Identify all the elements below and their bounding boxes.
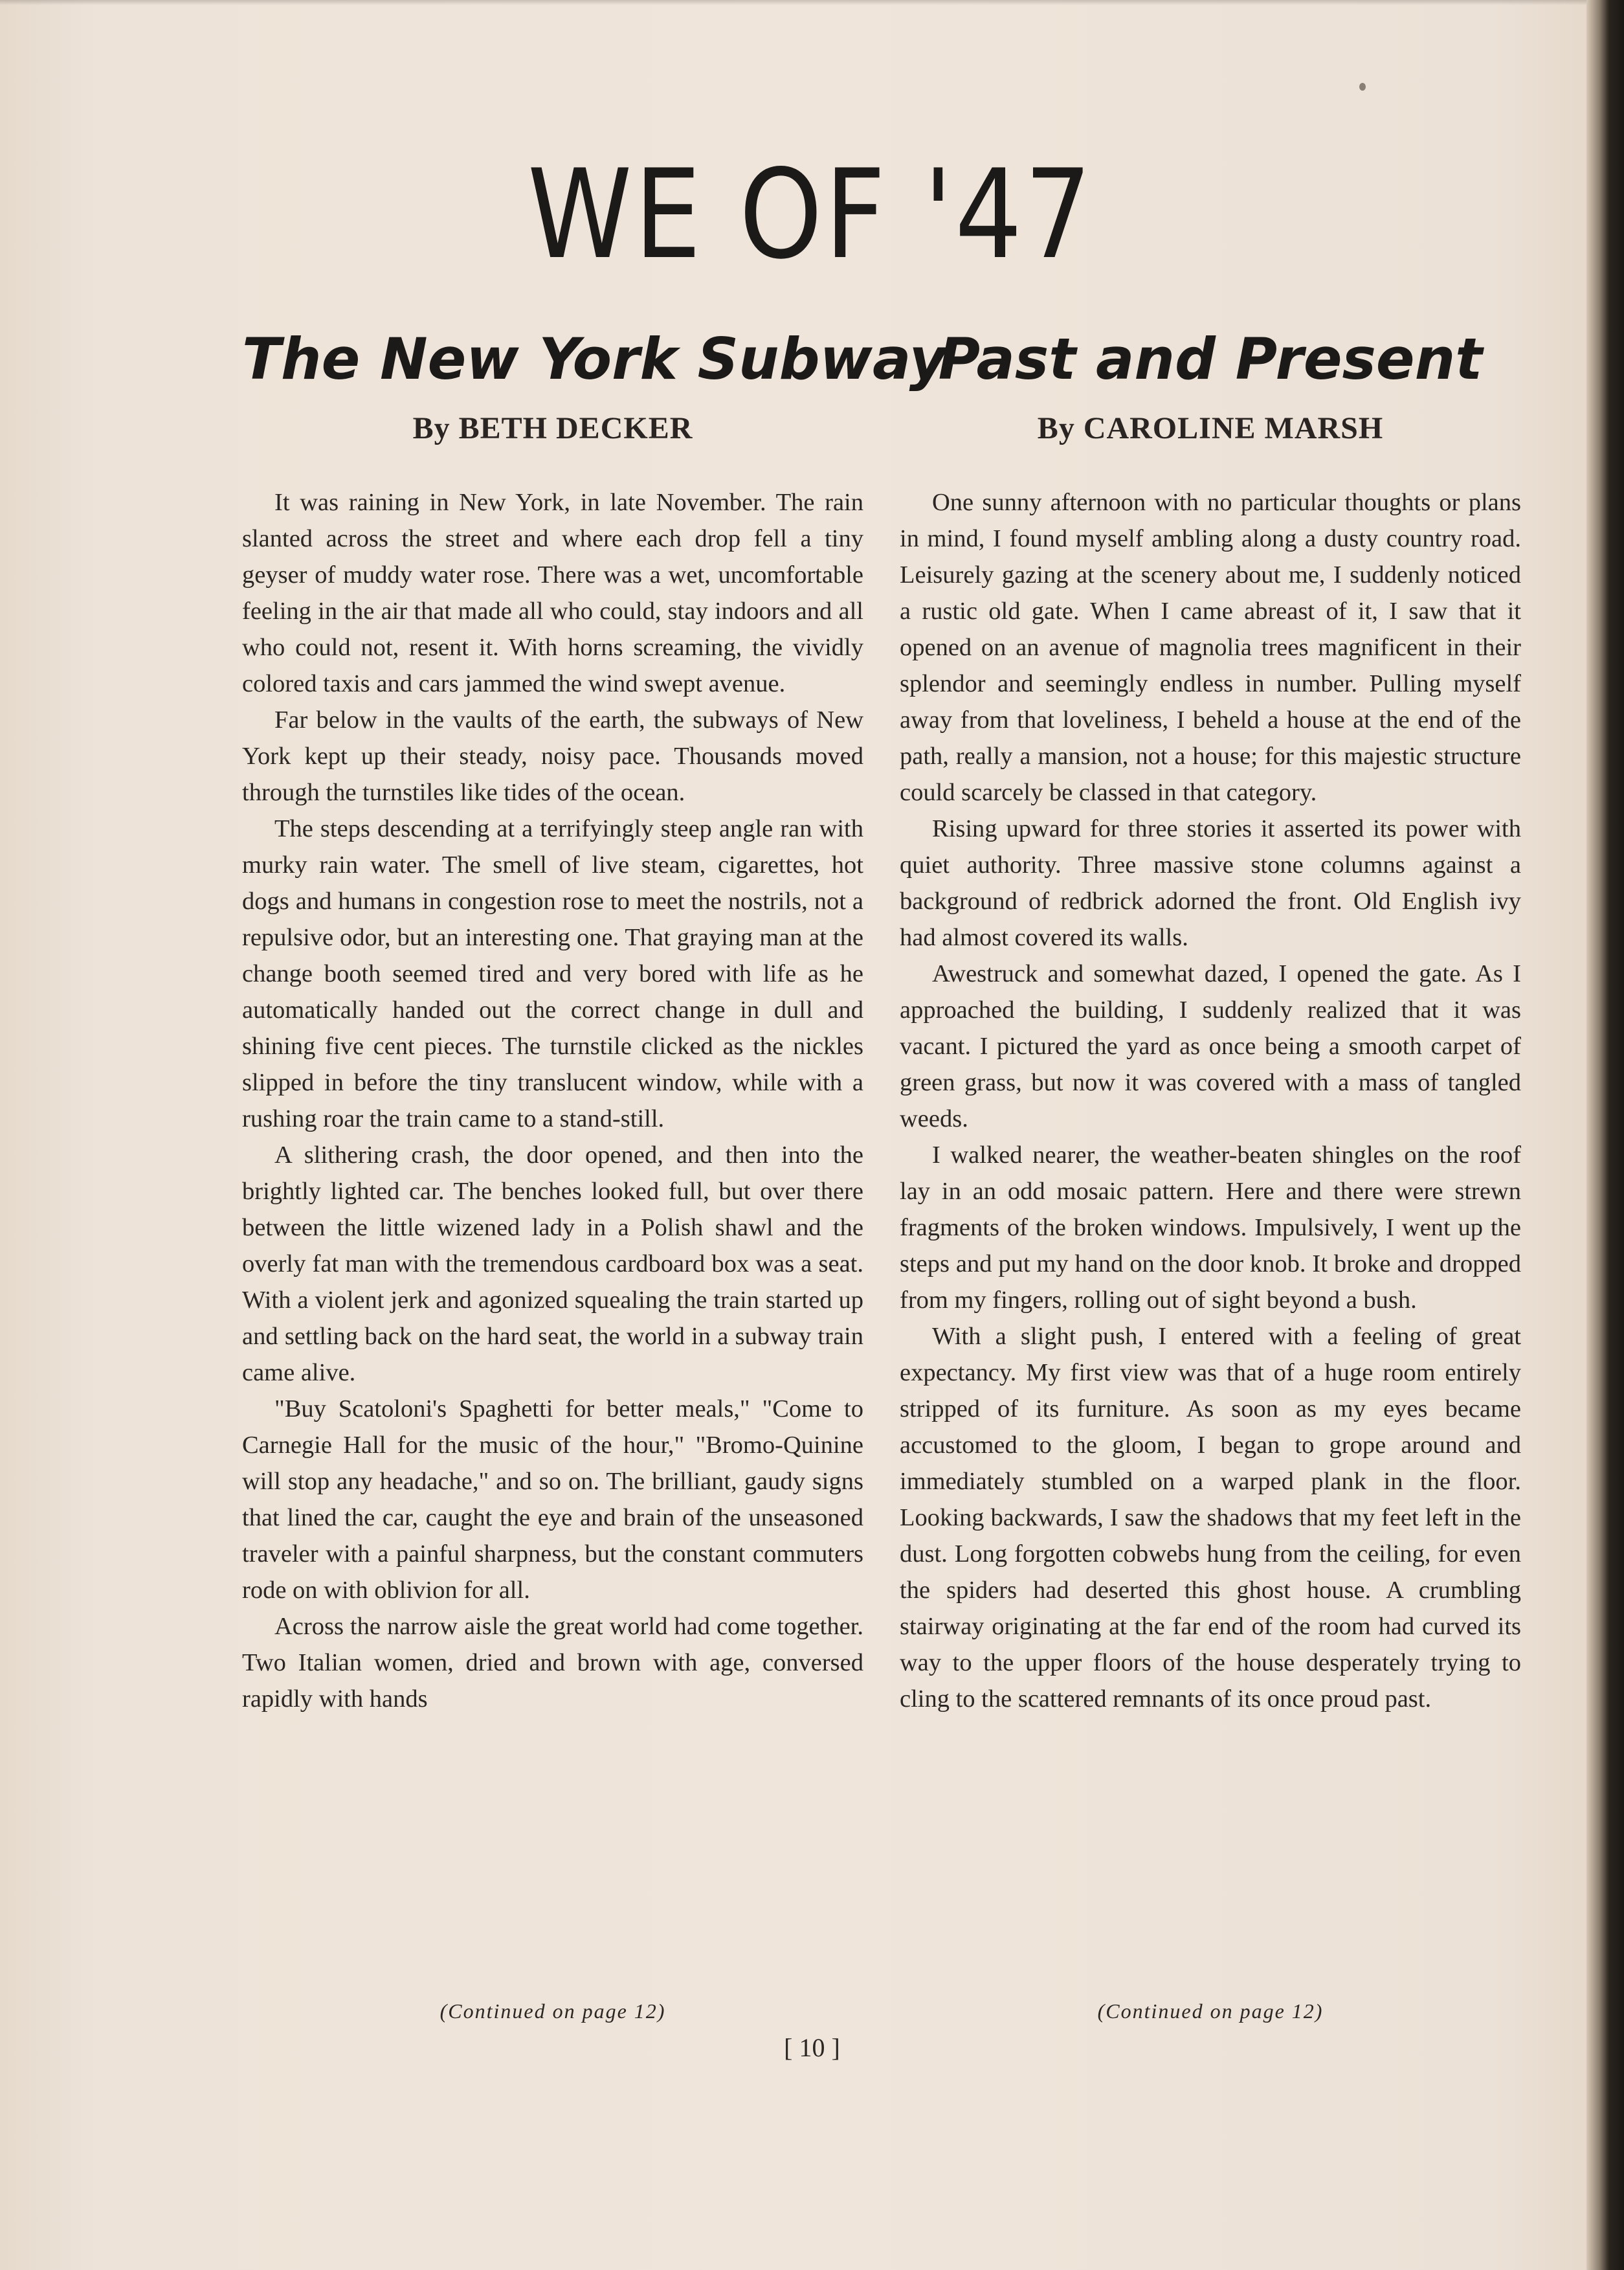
paragraph: With a slight push, I entered with a feeling of great expectancy. My first view was that of a huge room entirely stripped of its furniture. As soon as my eyes became accustomed to the gloom, I began to grope around and immediately stumbled on a warped plank in the floor. Looking backwards, I saw the shadows that my feet left in the dust. Long forgotten cobwebs hung from the ceiling, for even the spiders had deserted this ghost house. A crumbling stairway originating at the far end of the room had curved its way to the upper floors of the house desperately trying to cling to the scattered remnants of its once proud past.: [900, 1323, 1521, 1713]
paragraph: It was raining in New York, in late November. The rain slanted across the street and where each drop fell a tiny geyser of muddy water rose. There was a wet, uncomfortable feeling in the air that made all who could, stay indoors and all who could not, resent it. With horns screaming, the vividly colored taxis and cars jammed the wind swept avenue.: [242, 489, 863, 697]
paragraph: Across the narrow aisle the great world had come together. Two Italian women, dried and brown with age, conversed rapidly with hands: [242, 1613, 863, 1713]
article-title: Past and Present: [938, 326, 1483, 392]
continued-note: (Continued on page 12): [1097, 1999, 1324, 2023]
article-body: [242, 484, 863, 1717]
paragraph: Rising upward for three stories it asserted its power with quiet authority. Three massive stone columns against a background of redbrick adorned the front. Old English ivy had almost covered its walls.: [900, 815, 1521, 951]
article-body: [900, 484, 1521, 1717]
continued-note: (Continued on page 12): [439, 1999, 666, 2023]
page-title: WE OF '47: [527, 143, 1095, 286]
paragraph: A slithering crash, the door opened, and then into the brightly lighted car. The benches looked full, but over there between the little wizened lady in a Polish shawl and the overly fat man with the tremendous cardboard box was a seat. With a violent jerk and agonized squealing the train started up and settling back on the hard seat, the world in a subway train came alive.: [242, 1141, 863, 1386]
paragraph: "Buy Scatoloni's Spaghetti for better meals," "Come to Carnegie Hall for the music of the hour," "Bromo-Quinine will stop any headache," and so on. The brilliant, gaudy signs that lined the car, caught the eye and brain of the unseasoned traveler with a painful sharpness, but the constant commuters rode on with oblivion for all.: [242, 1395, 863, 1604]
article-byline: By BETH DECKER: [412, 411, 693, 445]
paragraph: The steps descending at a terrifyingly steep angle ran with murky rain water. The smell of live steam, cigarettes, hot dogs and humans in congestion rose to meet the nostrils, not a repulsive odor, but an interesting one. That graying man at the change booth seemed tired and very bored with life as he automatically handed out the correct change in dull and shining five cent pieces. The turnstile clicked as the nickles slipped in before the tiny translucent window, while with a rushing roar the train came to a stand-still.: [242, 815, 863, 1132]
page-top-shadow: [0, 0, 1624, 5]
article-byline: By CAROLINE MARSH: [1037, 411, 1384, 445]
paragraph: One sunny afternoon with no particular thoughts or plans in mind, I found myself ambling along a dusty country road. Leisurely gazing at the scenery about me, I suddenly noticed a rustic old gate. When I came abreast of it, I saw that it opened on an avenue of magnolia trees magnificent in their splendor and seemingly endless in number. Pulling myself away from that loveliness, I beheld a house at the end of the path, really a mansion, not a house; for this majestic structure could scarcely be classed in that category.: [900, 489, 1521, 806]
paragraph: Awestruck and somewhat dazed, I opened the gate. As I approached the building, I suddenly realized that it was vacant. I pictured the yard as once being a smooth carpet of green grass, but now it was covered with a mass of tangled weeds.: [900, 960, 1521, 1132]
article-subway: [242, 324, 947, 1717]
paragraph: I walked nearer, the weather-beaten shingles on the roof lay in an odd mosaic pattern. Here and there were strewn fragments of the broken windows. Impulsively, I went up the steps and put my hand on the door knob. It broke and dropped from my fingers, rolling out of sight beyond a bush.: [900, 1141, 1521, 1314]
page-binding-edge: [1586, 0, 1624, 2270]
article-past-and-present: [900, 324, 1521, 1717]
page-number: [ 10 ]: [784, 2033, 840, 2062]
article-title: The New York Subway: [242, 326, 947, 392]
paper-speck: [1359, 83, 1366, 91]
paragraph: Far below in the vaults of the earth, the subways of New York kept up their steady, noisy pace. Thousands moved through the turnstiles like tides of the ocean.: [242, 706, 863, 806]
